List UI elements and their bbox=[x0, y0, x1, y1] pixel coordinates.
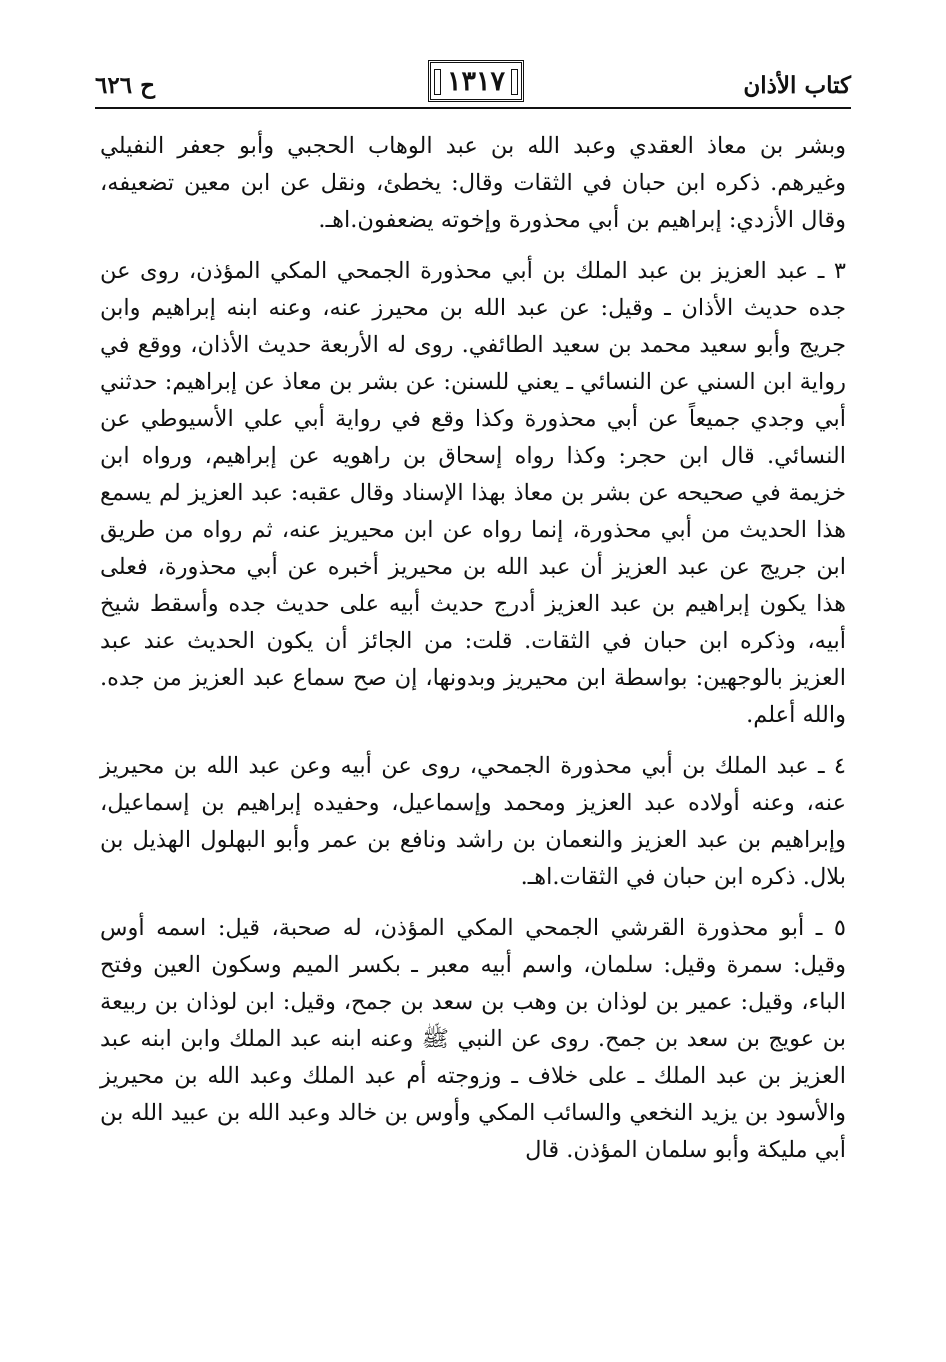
paragraph-entry-5: ٥ ـ أبو محذورة القرشي الجمحي المكي المؤذن، له صحبة، قيل: اسمه أوس وقيل: سمرة وقيل: سلمان، واسم أبيه معبر ـ بكسر الميم وسكون العين وفتح الباء، وقيل: عمير بن لوذان بن وهب بن سعد بن جمح، وقيل: ابن لوذان بن ربيعة بن عويج بن سعد بن جمح. روى عن النبي ﷺ وعنه ابنه عبد الملك وابن ابنه عبد العزيز بن عبد الملك ـ على خلاف ـ وزوجته أم عبد الملك وعبد الله بن محيريز والأسود بن يزيد النخعي والسائب المكي وأوس بن خالد وعبد الله بن عبيد الله بن أبي مليكة وأبو سلمان المؤذن. قال bbox=[100, 915, 846, 1163]
page-number: ١٣١٧ bbox=[446, 65, 505, 97]
paragraph-entry-3: ٣ ـ عبد العزيز بن عبد الملك بن أبي محذورة الجمحي المكي المؤذن، روى عن جده حديث الأذان ـ وقيل: عن عبد الله بن محيرز عنه، وعنه ابنه إبراهيم وابن جريج وأبو سعيد محمد بن سعيد الطائفي. روى له الأربعة حديث الأذان، ووقع في رواية ابن السني عن النسائي ـ يعني للسنن: عن بشر بن معاذ عن إبراهيم: حدثني أبي وجدي جميعاً عن أبي محذورة وكذا وقع في رواية أبي علي الأسيوطي عن النسائي. قال ابن حجر: وكذا رواه إسحاق بن راهويه عن إبراهيم، ورواه ابن خزيمة في صحيحه عن بشر بن معاذ بهذا الإسناد وقال عقبه: عبد العزيز لم يسمع هذا الحديث من أبي محذورة، إنما رواه عن ابن محيريز عنه، ثم رواه من طريق ابن جريج عن عبد العزيز أن عبد الله بن محيريز أخبره عن أبي محذورة، فعلى هذا يكون إبراهيم بن عبد العزيز أدرج حديث أبيه على حديث جده وأسقط شيخ أبيه، وذكره ابن حبان في الثقات. قلت: من الجائز أن يكون الحديث عند عبد العزيز بالوجهين: بواسطة ابن محيريز وبدونها، إن صح سماع عبد العزيز من جده. والله أعلم. bbox=[100, 258, 846, 728]
hadith-reference: ح ٦٢٦ bbox=[95, 72, 155, 99]
header-divider bbox=[95, 107, 851, 109]
page-number-frame bbox=[428, 60, 524, 102]
paragraph-entry-4: ٤ ـ عبد الملك بن أبي محذورة الجمحي، روى عن أبيه وعن عبد الله بن محيريز عنه، وعنه أولاده عبد العزيز ومحمد وإسماعيل، وحفيده إبراهيم بن إسماعيل، وإبراهيم بن عبد العزيز والنعمان بن راشد ونافع بن عمر وأبو البهلول الهذيل بن بلال. ذكره ابن حبان في الثقات.اهـ. bbox=[100, 753, 846, 890]
book-title: كتاب الأذان bbox=[743, 72, 851, 99]
main-text bbox=[100, 128, 846, 1183]
paragraph-continuation: وبشر بن معاذ العقدي وعبد الله بن عبد الوهاب الحجبي وأبو جعفر النفيلي وغيرهم. ذكره ابن حبان في الثقات وقال: يخطئ، ونقل عن ابن معين تضعيفه، وقال الأزدي: إبراهيم بن أبي محذورة وإخوته يضعفون.اهـ. bbox=[100, 133, 846, 233]
page-header bbox=[95, 60, 851, 112]
